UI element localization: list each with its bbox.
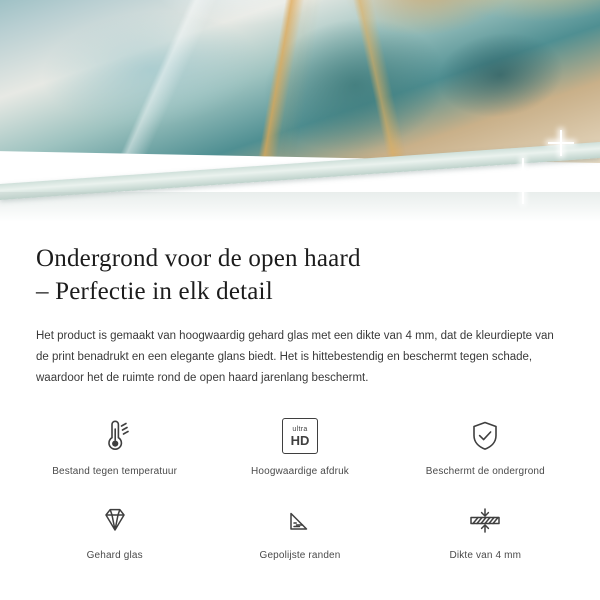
feature-label: Beschermt de ondergrond [425,466,545,477]
feature-item-thickness [393,499,578,561]
feature-label: Bestand tegen temperatuur [52,466,178,477]
page-title [36,242,564,308]
text-content [0,222,600,389]
feature-label: Dikte van 4 mm [449,550,522,561]
feature-item-tempered-glass [22,499,207,561]
feature-label: Hoogwaardige afdruk [251,466,349,477]
feature-label: Gehard glas [86,550,143,561]
feature-item-print-quality [207,415,392,477]
thermometer-icon [95,415,135,457]
polished-edges-icon [280,499,320,541]
feature-item-temperature [22,415,207,477]
diamond-icon [95,499,135,541]
shield-check-icon [465,415,505,457]
thickness-4mm-icon [463,499,507,541]
headline-line-2: – Perfectie in elk detail [36,278,273,305]
ultra-hd-icon [282,415,318,457]
feature-item-surface-protection [393,415,578,477]
ultra-hd-badge-bottom: HD [290,432,310,448]
ultra-hd-badge-top: ultra [292,425,308,433]
headline-line-1: Ondergrond voor de open haard [36,245,361,272]
feature-label: Gepolijste randen [259,550,341,561]
glass-drop-shadow [0,192,600,222]
feature-grid [0,415,600,561]
description-paragraph: Het product is gemaakt van hoogwaardig gehard glas met een dikte van 4 mm, dat de kleurdiepte van de print benadrukt en een elegante glans biedt. Het is hittebestendig en beschermt tegen schade, waardoor het de ruimte rond de open haard jarenlang beschermt. [36,330,554,384]
hero-image [0,0,600,222]
feature-item-polished-edges [207,499,392,561]
